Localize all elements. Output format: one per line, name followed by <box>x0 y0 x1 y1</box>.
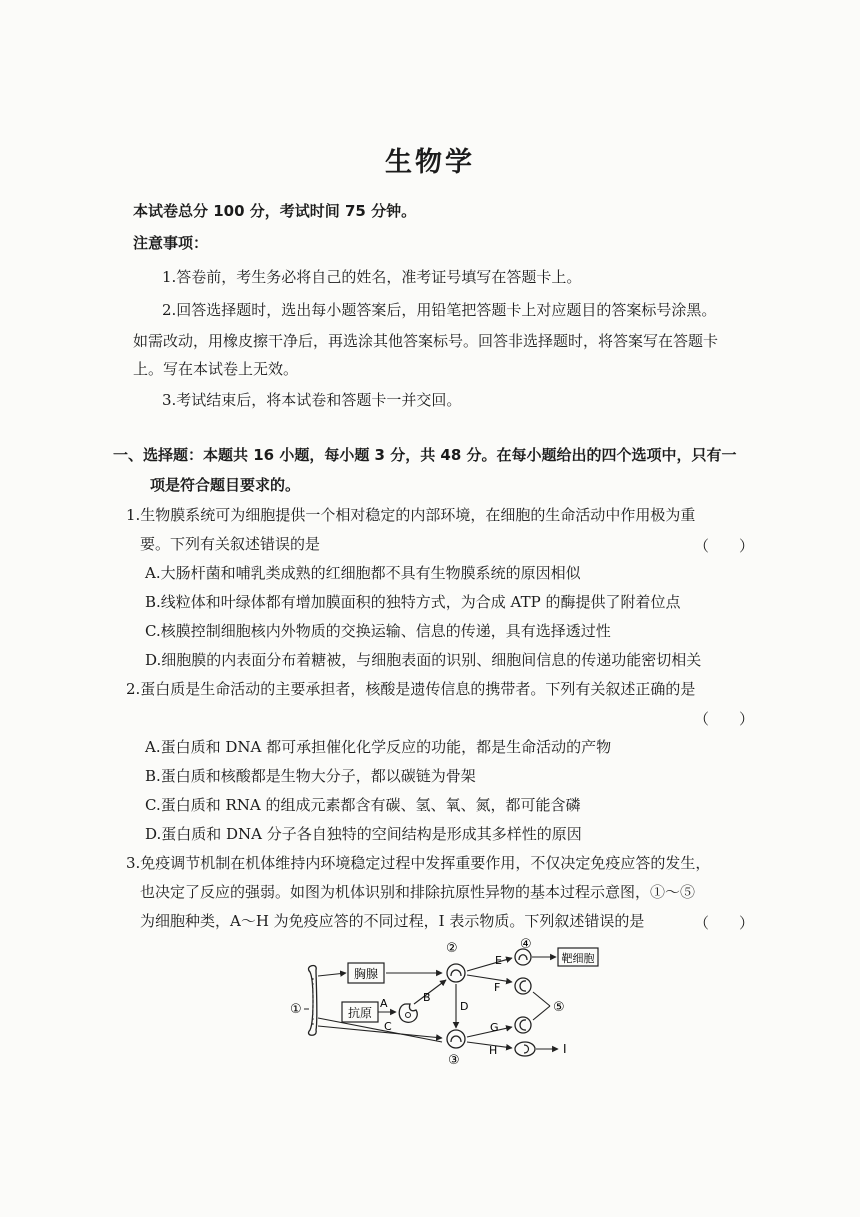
process-d: D <box>460 1000 469 1013</box>
process-e: E <box>495 954 502 967</box>
cell-label-2: ② <box>446 941 458 956</box>
q1-stem-2: 要。下列有关叙述错误的是 <box>140 535 321 553</box>
q3-stem-3: 为细胞种类，A～H 为免疫应答的不同过程，I 表示物质。下列叙述错误的是 <box>140 912 645 930</box>
q1-option-a: A.大肠杆菌和哺乳类成熟的红细胞都不具有生物膜系统的原因相似 <box>145 564 581 582</box>
cell-label-3: ③ <box>448 1053 460 1068</box>
cell-label-5: ⑤ <box>553 1000 565 1015</box>
section-heading-cont: 项是符合题目要求的。 <box>150 476 301 494</box>
antigen-label: 抗原 <box>347 1006 373 1020</box>
score-time: 本试卷总分 100 分，考试时间 75 分钟。 <box>133 202 417 220</box>
q1-stem-1: 1.生物膜系统可为细胞提供一个相对稳定的内部环境，在细胞的生命活动中作用极为重 <box>126 506 696 524</box>
q3-stem-1: 3.免疫调节机制在机体维持内环境稳定过程中发挥重要作用，不仅决定免疫应答的发生， <box>126 854 711 872</box>
q2-option-d: D.蛋白质和 DNA 分子各自独特的空间结构是形成其多样性的原因 <box>145 825 582 843</box>
process-h: H <box>489 1044 498 1057</box>
page-title: 生物学 <box>385 147 475 178</box>
section-heading: 一、选择题：本题共 16 小题，每小题 3 分，共 48 分。在每小题给出的四个选项中，只有一 <box>113 446 737 464</box>
bone-marrow-icon <box>308 966 316 1036</box>
q2-option-b: B.蛋白质和核酸都是生物大分子，都以碳链为骨架 <box>145 767 476 785</box>
target-cell-label: 靶细胞 <box>561 952 595 965</box>
plasma-cell-icon <box>515 1042 535 1056</box>
notice-label: 注意事项： <box>133 234 209 252</box>
substance-i: I <box>563 1042 567 1056</box>
cell-label-4: ④ <box>520 938 532 952</box>
process-b: B <box>423 991 431 1004</box>
note-3: 3.考试结束后，将本试卷和答题卡一并交回。 <box>162 391 462 409</box>
q2-option-a: A.蛋白质和 DNA 都可承担催化化学反应的功能，都是生命活动的产物 <box>145 738 612 756</box>
q1-option-c: C.核膜控制细胞核内外物质的交换运输、信息的传递，具有选择透过性 <box>145 622 611 640</box>
note-2-end: 上。写在本试卷上无效。 <box>133 360 299 378</box>
q2-stem: 2.蛋白质是生命活动的主要承担者，核酸是遗传信息的携带者。下列有关叙述正确的是 <box>126 680 696 698</box>
thymus-label: 胸腺 <box>353 967 379 981</box>
note-2-cont: 如需改动，用橡皮擦干净后，再选涂其他答案标号。回答非选择题时，将答案写在答题卡 <box>133 332 719 350</box>
note-1: 1.答卷前，考生务必将自己的姓名，准考证号填写在答题卡上。 <box>162 268 582 286</box>
process-f: F <box>494 981 501 994</box>
q1-answer-paren: （ ） <box>694 537 755 555</box>
cell-3-icon <box>447 1030 465 1048</box>
antigen-presenting-cell-icon <box>399 1004 417 1022</box>
memory-cell-t-icon <box>515 978 531 994</box>
immune-process-diagram <box>280 938 600 1073</box>
note-2: 2.回答选择题时，选出每小题答案后，用铅笔把答题卡上对应题目的答案标号涂黑。 <box>162 301 717 319</box>
process-a: A <box>380 997 388 1010</box>
q1-option-d: D.细胞膜的内表面分布着糖被，与细胞表面的识别、细胞间信息的传递功能密切相关 <box>145 651 702 669</box>
memory-cell-b-icon <box>515 1017 531 1033</box>
process-c: C <box>384 1020 392 1033</box>
cell-label-1: ① <box>290 1002 302 1017</box>
process-g: G <box>490 1021 499 1034</box>
q1-option-b: B.线粒体和叶绿体都有增加膜面积的独特方式，为合成 ATP 的酶提供了附着位点 <box>145 593 681 611</box>
q3-stem-2: 也决定了反应的强弱。如图为机体识别和排除抗原性异物的基本过程示意图，①～⑤ <box>140 883 696 901</box>
q2-answer-paren: （ ） <box>694 710 755 728</box>
q3-answer-paren: （ ） <box>694 914 755 932</box>
q2-option-c: C.蛋白质和 RNA 的组成元素都含有碳、氢、氧、氮，都可能含磷 <box>145 796 581 814</box>
cell-2-icon <box>447 964 465 982</box>
